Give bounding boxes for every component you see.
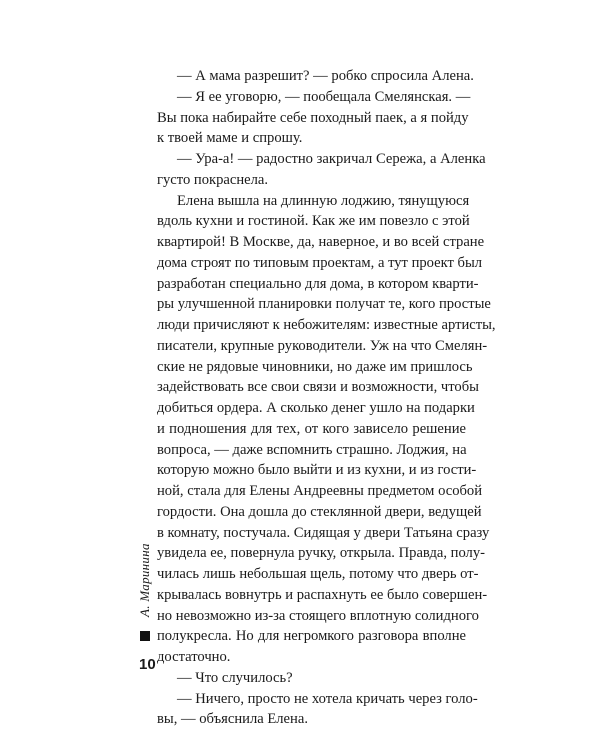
paragraph-3 <box>157 149 486 191</box>
text-line: в комнату, постучала. Сидящая у двери Татьяна сразу <box>157 524 490 541</box>
text-line: к твоей маме и спрошу. <box>157 130 303 147</box>
text-line: люди причисляют к небожителям: известные артисты, <box>157 317 496 333</box>
paragraph-1 <box>157 66 474 87</box>
running-head-author: А. Маринина <box>137 543 152 617</box>
text-line: — Ура-а! — радостно закричал Сережа, а Аленка <box>177 151 486 167</box>
paragraph-5 <box>157 668 466 689</box>
text-line: — А мама разрешит? — робко спросила Алена. <box>177 68 474 84</box>
page-marker-square <box>140 631 150 641</box>
text-line: увидела ее, повернула ручку, открыла. Правда, полу- <box>157 545 486 562</box>
text-line: и подношения для тех, от кого зависело решение <box>157 420 466 437</box>
text-line: крывалась вовнутрь и распахнуть ее было совершен- <box>157 586 488 603</box>
text-line: вы, — объяснила Елена. <box>157 711 308 728</box>
page-number: 10 <box>139 656 156 673</box>
text-line: полукресла. Но для негромкого разговора вполне <box>157 628 466 645</box>
text-line: разработан специально для дома, в котором кварти- <box>157 275 479 292</box>
text-line: — Я ее уговорю, — пообещала Смелянская. — <box>177 88 471 105</box>
text-line: чилась лишь небольшая щель, потому что дверь от- <box>157 566 479 582</box>
paragraph-2 <box>157 87 471 149</box>
text-line: вопроса, — даже вспомнить страшно. Лоджия, на <box>157 441 467 458</box>
text-line: гордости. Она дошла до стеклянной двери, ведущей <box>157 503 482 520</box>
text-line: но невозможно из-за стоящего вплотную солидного <box>157 607 479 624</box>
paragraph-6 <box>157 689 478 731</box>
text-line: задействовать все свои связи и возможности, чтобы <box>157 379 479 396</box>
text-line: квартирой! В Москве, да, наверное, и во всей стране <box>157 234 485 250</box>
text-line: — Ничего, просто не хотела кричать через голо- <box>177 690 478 707</box>
text-line: Елена вышла на длинную лоджию, тянущуюся <box>177 192 470 209</box>
text-line: добиться ордера. А сколько денег ушло на подарки <box>157 400 475 416</box>
text-line: ры улучшенной планировки получат те, кого простые <box>157 296 491 313</box>
text-line: достаточно. <box>157 649 231 665</box>
paragraph-4 <box>157 191 496 668</box>
text-line: писатели, крупные руководители. Уж на что Смелян- <box>157 337 488 354</box>
text-line: густо покраснела. <box>157 171 269 188</box>
text-line: вдоль кухни и гостиной. Как же им повезло с этой <box>157 213 470 230</box>
text-line: Вы пока набирайте себе походный паек, а я пойду <box>157 109 469 126</box>
text-line: — Что случилось? <box>177 669 293 686</box>
text-line: ские не рядовые чиновники, но даже им пришлось <box>157 358 473 375</box>
text-line: которую можно было выйти и из кухни, и из гости- <box>157 462 477 479</box>
text-line: дома строят по типовым проектам, а тут проект был <box>157 254 483 271</box>
page-body <box>157 66 496 730</box>
text-line: ной, стала для Елены Андреевны предметом особой <box>157 483 483 499</box>
